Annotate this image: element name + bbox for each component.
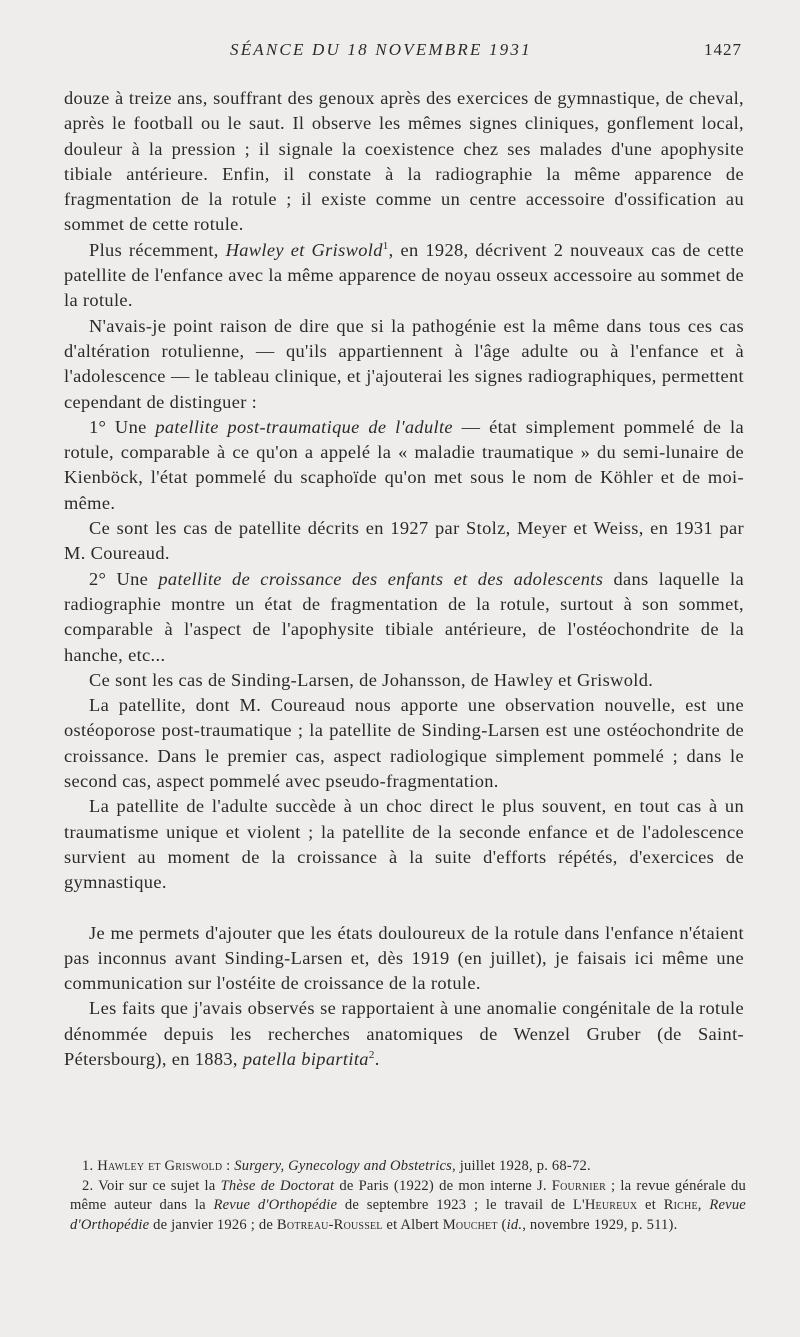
paragraph-3: N'avais-je point raison de dire que si la pathogénie est la même dans tous ces cas d'altération rotulienne, — qu'ils appartiennent à l'âge adulte ou à l'enfance et à l'adolescence — le tableau clinique, et j'ajouterai les signes radiographiques, permettent cependant de distinguer : <box>64 315 744 412</box>
footnote-2-lheureux: L'Heureux <box>572 1197 638 1214</box>
footnote-1-number: 1. <box>82 1158 98 1174</box>
paragraph-6-text: dans laquelle la radiographie montre un état de fragmentation de la rotule, surtout à son sommet, comparable à l'aspect de l'apophysite tibiale antérieure, de l'ostéochondrite de la hanche, etc... <box>64 568 744 665</box>
footnote-1 <box>70 1157 746 1177</box>
paragraph-5: Ce sont les cas de patellite décrits en 1927 par Stolz, Meyer et Weiss, en 1931 par M. Coureaud. <box>64 518 744 564</box>
paragraph-7: Ce sont les cas de Sinding-Larsen, de Johansson, de Hawley et Griswold. <box>89 669 654 690</box>
footnote-2-thesis: Thèse de Doctorat <box>220 1177 335 1194</box>
footnote-2-revue-1: Revue d'Orthopédie <box>213 1197 338 1214</box>
running-header <box>60 40 742 64</box>
paragraph-9: La patellite de l'adulte succède à un choc direct le plus souvent, en tout cas à un traumatisme unique et violent ; la patellite de la seconde enfance et de l'adolescence survient au moment de la croissance à la suite d'efforts répétés, d'exercices de gymnastique. <box>64 796 744 893</box>
footnote-2-text-c: ; la revue générale du même auteur dans la <box>70 1177 747 1214</box>
paragraph-6 <box>64 567 744 668</box>
footnote-2-text-d: de septembre 1923 ; le travail de <box>337 1197 573 1214</box>
footnote-2-botreau: Botreau-Roussel <box>276 1216 383 1233</box>
paragraph-8: La patellite, dont M. Coureaud nous apporte une observation nouvelle, est une ostéoporose post-traumatique ; la patellite de Sinding-Larsen est une ostéochondrite de croissance. Dans le premier cas, aspect radiologique simplement pommelé ; dans le second cas, aspect pommelé avec pseudo-fragmentation. <box>64 695 744 792</box>
paragraph-2 <box>64 238 744 314</box>
page-number: 1427 <box>704 40 742 59</box>
footnote-2-text-f: , <box>697 1197 710 1214</box>
footnote-2-riche: Riche <box>663 1197 698 1214</box>
paragraph-11-end: . <box>374 1048 380 1069</box>
footnote-2-mouchet: Mouchet <box>442 1216 498 1233</box>
footnote-1-separator: : <box>222 1158 235 1174</box>
footnote-1-authors: Hawley et Griswold <box>97 1158 223 1174</box>
footnote-2-text-e: et <box>637 1197 664 1214</box>
footnote-2-id: id. <box>506 1216 523 1233</box>
footnote-2-text-i: ( <box>497 1216 507 1233</box>
footnotes <box>70 1157 746 1235</box>
footnote-2-text-g: de janvier 1926 ; de <box>149 1216 277 1233</box>
growth-patellitis-term: patellite de croissance des enfants et des adolescents <box>158 568 604 589</box>
footnote-1-journal: Surgery, Gynecology and Obstetrics <box>234 1158 453 1174</box>
adult-patellitis-term: patellite post-traumatique de l'adulte <box>155 416 453 437</box>
footnote-2-number: 2. <box>82 1177 99 1194</box>
footnote-ref-2: 2 <box>368 1048 375 1061</box>
footnote-2-text-h: et Albert <box>382 1216 443 1233</box>
footnote-ref-1: 1 <box>382 239 389 252</box>
paragraph-10: Je me permets d'ajouter que les états douloureux de la rotule dans l'enfance n'étaient pas inconnus avant Sinding-Larsen et, dès 1919 (en juillet), je faisais ici même une communication sur l'ostéite de croissance de la rotule. <box>64 922 744 994</box>
paragraph-4-number: 1° Une <box>89 416 156 437</box>
footnote-2-fournier: Fournier <box>551 1177 606 1194</box>
footnote-2-text-j: , novembre 1929, p. 511). <box>522 1216 678 1233</box>
session-title: SÉANCE DU 18 NOVEMBRE 1931 <box>230 40 532 59</box>
footnote-1-details: , juillet 1928, p. 68-72. <box>452 1158 591 1174</box>
paragraph-11-text: Les faits que j'avais observés se rapportaient à une anomalie congénitale de la rotule dénommée depuis les recherches anatomiques de Wenzel Gruber (de Saint-Pétersbourg), en 1883, <box>64 998 744 1069</box>
paragraph-2-text-end: , en 1928, décrivent 2 nouveaux cas de cette patellite de l'enfance avec la même apparence de noyau osseux accessoire au sommet de la rotule. <box>64 239 744 311</box>
main-text <box>64 86 744 1072</box>
footnote-2-text-b: de Paris (1922) de mon interne J. <box>334 1177 552 1194</box>
footnote-2-revue-2: Revue d'Orthopédie <box>70 1197 746 1233</box>
footnote-2 <box>70 1177 746 1236</box>
paragraph-4 <box>64 415 744 516</box>
paragraph-4-text: — état simplement pommelé de la rotule, comparable à ce qu'on a appelé la « maladie traumatique » du semi-lunaire de Kienböck, l'état pommelé du scaphoïde qu'on met sous le nom de Köhler et de moi-même. <box>64 416 744 513</box>
paragraph-1: douze à treize ans, souffrant des genoux après des exercices de gymnastique, de cheval, après le football ou le saut. Il observe les mêmes signes cliniques, gonflement local, douleur à la pression ; il signale la coexistence chez ses malades d'une apophysite tibiale antérieure. Enfin, il constate à la radiographie la même apparence de fragmentation de la rotule ; il existe comme un centre accessoire d'ossification au sommet de cette rotule. <box>64 88 744 235</box>
paragraph-6-number: 2° Une <box>89 568 159 589</box>
hawley-griswold-citation: Hawley et Griswold <box>225 239 383 260</box>
paragraph-2-text: Plus récemment, <box>89 239 226 260</box>
paragraph-11 <box>64 996 744 1072</box>
footnote-2-text-a: Voir sur ce sujet la <box>98 1177 221 1194</box>
patella-bipartita-term: patella bipartita <box>242 1048 369 1069</box>
